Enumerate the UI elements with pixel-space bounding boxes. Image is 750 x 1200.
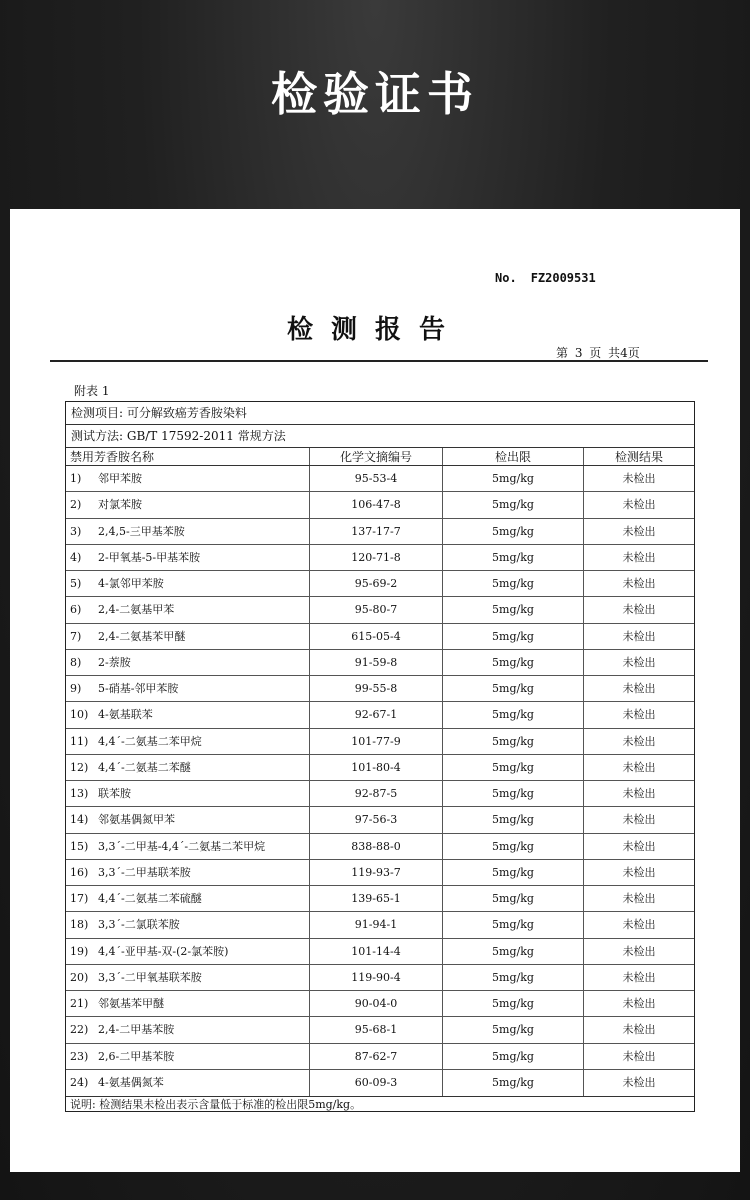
amine-name: 对氯苯胺 (98, 498, 142, 512)
row-number: 7) (70, 629, 82, 643)
cell-cas: 91-59-8 (310, 650, 443, 675)
table-row (66, 991, 694, 1017)
cell-name (66, 545, 310, 570)
cell-limit: 5mg/kg (443, 912, 584, 937)
cell-limit: 5mg/kg (443, 729, 584, 754)
row-number: 6) (70, 603, 82, 617)
table-row (66, 834, 694, 860)
cell-result: 未检出 (622, 970, 656, 984)
cell-name (66, 860, 310, 885)
cell-cas: 139-65-1 (310, 886, 443, 911)
cell-limit: 5mg/kg (443, 834, 584, 859)
report-number (495, 271, 596, 285)
amine-name: 2,4,5-三甲基苯胺 (98, 524, 185, 538)
amine-name: 4-氨基联苯 (98, 708, 153, 722)
cell-result: 未检出 (622, 918, 656, 932)
cell-name (66, 939, 310, 964)
amine-name: 2,4-二氨基甲苯 (98, 603, 175, 617)
table-row (66, 597, 694, 623)
cell-result: 未检出 (622, 892, 656, 905)
cell-cas: 120-71-8 (310, 545, 443, 570)
cell-result: 未检出 (622, 498, 656, 512)
row-number: 2) (70, 498, 82, 512)
cell-limit: 5mg/kg (443, 571, 584, 596)
row-number: 8) (70, 655, 82, 669)
cell-name (66, 807, 310, 832)
cell-limit: 5mg/kg (443, 492, 584, 517)
table-header (66, 448, 694, 466)
cell-cas: 101-14-4 (310, 939, 443, 964)
row-number: 21) (70, 997, 89, 1010)
cell-result: 未检出 (622, 865, 656, 879)
row-number: 20) (70, 970, 89, 984)
cell-limit: 5mg/kg (443, 597, 584, 622)
table-row (66, 1044, 694, 1070)
row-number: 16) (70, 865, 89, 879)
row-number: 5) (70, 577, 82, 590)
cell-name (66, 597, 310, 622)
cell-cas: 92-67-1 (310, 702, 443, 727)
cell-cas: 99-55-8 (310, 676, 443, 701)
cell-limit: 5mg/kg (443, 545, 584, 570)
cell-limit: 5mg/kg (443, 807, 584, 832)
cell-cas: 615-05-4 (310, 624, 443, 649)
cell-result: 未检出 (622, 524, 656, 538)
cell-limit: 5mg/kg (443, 702, 584, 727)
cell-cas: 137-17-7 (310, 519, 443, 544)
cell-name (66, 492, 310, 517)
cell-result: 未检出 (622, 734, 656, 748)
cell-cas: 838-88-0 (310, 834, 443, 859)
amine-name: 3,3´-二甲基-4,4´-二氨基二苯甲烷 (98, 839, 266, 853)
cell-limit: 5mg/kg (443, 965, 584, 990)
cell-result: 未检出 (622, 682, 656, 695)
cell-cas: 119-93-7 (310, 860, 443, 885)
cell-limit: 5mg/kg (443, 1044, 584, 1069)
cell-name (66, 676, 310, 701)
report-title: 检测报告 (286, 315, 463, 345)
table-row (66, 807, 694, 833)
cell-result: 未检出 (622, 839, 656, 853)
cell-name (66, 729, 310, 754)
cell-name (66, 991, 310, 1016)
cell-cas: 90-04-0 (310, 991, 443, 1016)
cell-name (66, 702, 310, 727)
amine-name: 4,4´-二氨基二苯醚 (98, 760, 191, 774)
cell-cas: 101-80-4 (310, 755, 443, 780)
amine-name: 5-硝基-邻甲苯胺 (98, 682, 179, 695)
cell-limit: 5mg/kg (443, 650, 584, 675)
cell-name (66, 624, 310, 649)
cell-result: 未检出 (622, 550, 656, 564)
cell-cas: 101-77-9 (310, 729, 443, 754)
table-row (66, 545, 694, 571)
row-number: 9) (70, 682, 82, 695)
cell-cas: 95-53-4 (310, 466, 443, 491)
cell-name (66, 571, 310, 596)
amine-name: 4,4´-二氨基二苯甲烷 (98, 734, 202, 748)
amine-name: 邻氨基苯甲醚 (98, 997, 164, 1010)
row-number: 18) (70, 918, 89, 932)
table-row (66, 1017, 694, 1043)
table-row (66, 781, 694, 807)
amine-name: 3,3´-二甲基联苯胺 (98, 865, 191, 879)
cell-limit: 5mg/kg (443, 1017, 584, 1042)
cell-cas: 92-87-5 (310, 781, 443, 806)
table-row (66, 912, 694, 938)
cell-name (66, 1070, 310, 1096)
row-number: 23) (70, 1049, 89, 1063)
cell-limit: 5mg/kg (443, 860, 584, 885)
amine-name: 2-甲氧基-5-甲基苯胺 (98, 550, 201, 564)
cell-name (66, 834, 310, 859)
results-table (65, 401, 695, 1112)
cell-limit: 5mg/kg (443, 1070, 584, 1096)
cell-cas: 106-47-8 (310, 492, 443, 517)
cell-result: 未检出 (622, 787, 656, 800)
cell-result: 未检出 (622, 577, 656, 590)
cell-cas: 95-69-2 (310, 571, 443, 596)
cell-result: 未检出 (622, 708, 656, 722)
cell-name (66, 755, 310, 780)
table-row (66, 571, 694, 597)
cell-limit: 5mg/kg (443, 676, 584, 701)
cell-name (66, 886, 310, 911)
cell-result: 未检出 (622, 1075, 656, 1089)
cell-result: 未检出 (622, 997, 656, 1010)
row-number: 17) (70, 892, 89, 905)
table-row (66, 755, 694, 781)
amine-name: 2-萘胺 (98, 655, 131, 669)
cell-result: 未检出 (622, 760, 656, 774)
amine-name: 4-氨基偶氮苯 (98, 1075, 164, 1089)
row-number: 13) (70, 787, 89, 800)
cell-limit: 5mg/kg (443, 519, 584, 544)
cell-cas: 87-62-7 (310, 1044, 443, 1069)
row-number: 1) (70, 472, 82, 485)
row-number: 11) (70, 734, 89, 748)
row-number: 15) (70, 839, 89, 853)
table-body (66, 466, 694, 1096)
table-row (66, 519, 694, 545)
cell-limit: 5mg/kg (443, 755, 584, 780)
cell-result: 未检出 (622, 1023, 656, 1037)
amine-name: 4,4´-亚甲基-双-(2-氯苯胺) (98, 944, 229, 958)
test-method-row: 测试方法: GB/T 17592-2011 常规方法 (66, 425, 694, 448)
banner-title: 检验证书 (271, 67, 479, 121)
row-number: 3) (70, 524, 82, 538)
table-row (66, 650, 694, 676)
table-row (66, 939, 694, 965)
table-row (66, 492, 694, 518)
cell-limit: 5mg/kg (443, 466, 584, 491)
cell-result: 未检出 (622, 603, 656, 617)
table-row (66, 729, 694, 755)
cell-name (66, 1044, 310, 1069)
cell-limit: 5mg/kg (443, 624, 584, 649)
amine-name: 联苯胺 (98, 787, 131, 800)
row-number: 19) (70, 944, 89, 958)
report-number-value: FZ2009531 (530, 271, 596, 285)
amine-name: 邻氨基偶氮甲苯 (98, 813, 175, 827)
report-paper (10, 209, 740, 1172)
column-header-limit: 检出限 (443, 448, 584, 465)
row-number: 24) (70, 1075, 89, 1089)
cell-name (66, 1017, 310, 1042)
cell-limit: 5mg/kg (443, 781, 584, 806)
column-header-cas: 化学文摘编号 (310, 448, 443, 465)
cell-limit: 5mg/kg (443, 939, 584, 964)
cell-result: 未检出 (622, 629, 656, 643)
table-row (66, 860, 694, 886)
annex-label: 附表 1 (74, 384, 110, 398)
table-note: 说明: 检测结果未检出表示含量低于标准的检出限5mg/kg。 (66, 1096, 694, 1112)
table-row (66, 886, 694, 912)
cell-name (66, 912, 310, 937)
amine-name: 4-氯邻甲苯胺 (98, 577, 164, 590)
column-header-result: 检测结果 (614, 450, 663, 464)
page-info: 第 3 页 共4页 (556, 346, 640, 360)
amine-name: 3,3´-二甲氧基联苯胺 (98, 970, 202, 984)
test-item-row: 检测项目: 可分解致癌芳香胺染料 (66, 402, 694, 425)
cell-result: 未检出 (622, 813, 656, 827)
cell-limit: 5mg/kg (443, 886, 584, 911)
amine-name: 4,4´-二氨基二苯硫醚 (98, 892, 202, 905)
report-number-label: No. (495, 271, 517, 285)
table-row (66, 1070, 694, 1096)
cell-cas: 91-94-1 (310, 912, 443, 937)
amine-name: 邻甲苯胺 (98, 472, 142, 485)
cell-cas: 95-68-1 (310, 1017, 443, 1042)
cell-result: 未检出 (622, 1049, 656, 1063)
column-header-name: 禁用芳香胺名称 (66, 448, 310, 465)
row-number: 10) (70, 708, 89, 722)
amine-name: 2,6-二甲基苯胺 (98, 1049, 175, 1063)
cell-cas: 60-09-3 (310, 1070, 443, 1096)
amine-name: 3,3´-二氯联苯胺 (98, 918, 180, 932)
cell-cas: 95-80-7 (310, 597, 443, 622)
amine-name: 2,4-二氨基苯甲醚 (98, 629, 186, 643)
cell-limit: 5mg/kg (443, 991, 584, 1016)
cell-name (66, 466, 310, 491)
row-number: 4) (70, 550, 82, 564)
cell-cas: 119-90-4 (310, 965, 443, 990)
table-row (66, 466, 694, 492)
cell-result: 未检出 (622, 472, 656, 485)
row-number: 14) (70, 813, 89, 827)
table-row (66, 965, 694, 991)
table-row (66, 676, 694, 702)
cell-name (66, 650, 310, 675)
table-row (66, 624, 694, 650)
cell-result: 未检出 (622, 944, 656, 958)
row-number: 22) (70, 1023, 89, 1037)
cell-name (66, 965, 310, 990)
amine-name: 2,4-二甲基苯胺 (98, 1023, 175, 1037)
table-row (66, 702, 694, 728)
row-number: 12) (70, 760, 89, 774)
cell-name (66, 519, 310, 544)
cell-name (66, 781, 310, 806)
cell-cas: 97-56-3 (310, 807, 443, 832)
title-divider (50, 360, 708, 362)
cell-result: 未检出 (622, 655, 656, 669)
